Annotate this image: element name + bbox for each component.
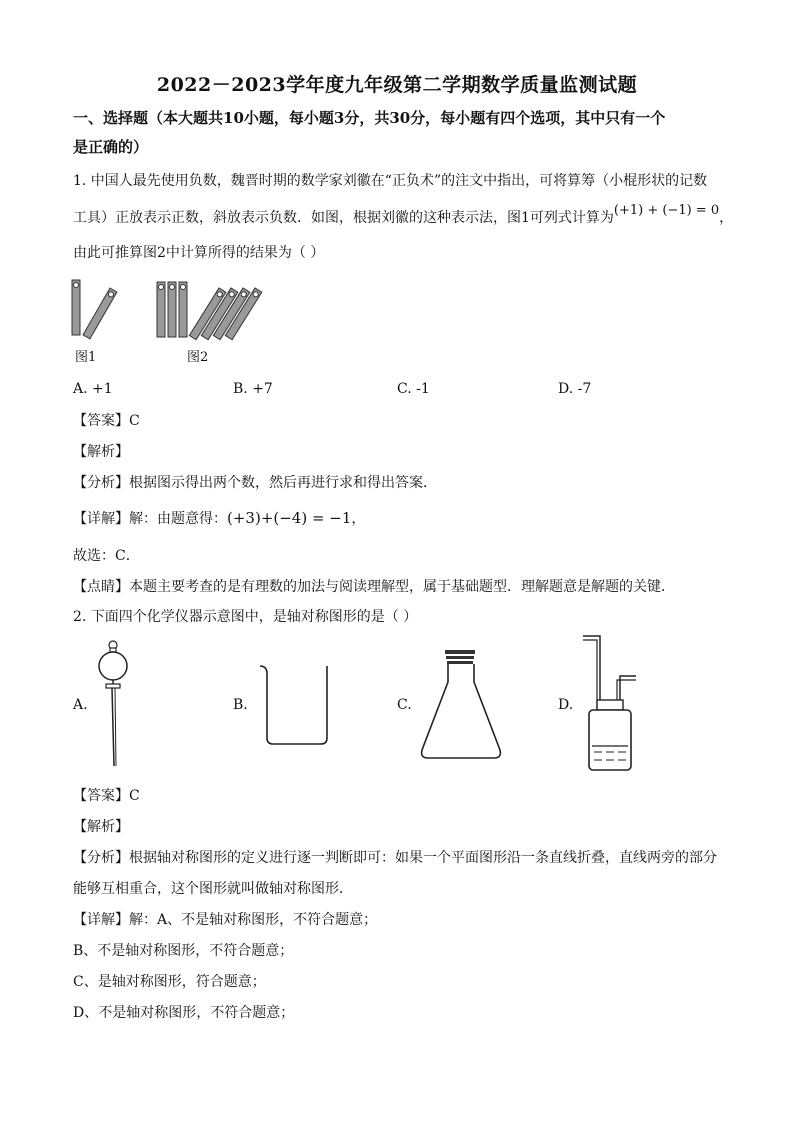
q1-analysis-label (73, 442, 733, 462)
q2-line-d: D、不是轴对称图形，不符合题意； (73, 1005, 295, 1021)
q2-line-b: B、不是轴对称图形，不符合题意； (73, 943, 294, 959)
q2-stem: 2. 下面四个化学仪器示意图中，是轴对称图形的是（ ） (73, 609, 418, 625)
fenxi-label: 【分析】 (73, 475, 129, 491)
q2-conical-flask-figure (418, 648, 504, 762)
flask-body (422, 664, 501, 758)
q1-stem-line3: 由此可推算图2中计算所得的结果为（ ） (73, 245, 325, 261)
q1-option-b: B. +7 (233, 381, 273, 397)
answer-label: 【答案】 (73, 413, 129, 429)
q1-stem-line2-text: 工具）正放表示正数，斜放表示负数．如图，根据刘徽的这种表示法，图1可列式计算为 (73, 210, 614, 226)
answer-value: C (129, 413, 140, 429)
rod (179, 282, 187, 337)
section-heading-line1: 一、选择题（本大题共10小题，每小题3分，共30分，每小题有四个选项，其中只有一个 (73, 109, 666, 127)
analysis-label: 【解析】 (73, 444, 129, 460)
q2-separatory-funnel-figure (95, 640, 135, 768)
rod-hole (74, 283, 79, 288)
xiangjie-formula: (+3)+(−4) = −1 (227, 509, 352, 527)
q2-xiangjie (73, 910, 733, 930)
dianjing-text: 本题主要考查的是有理数的加法与阅读理解型，属于基础题型．理解题意是解题的关键． (129, 579, 675, 595)
xiangjie-label: 【详解】 (73, 511, 129, 527)
q1-option-c: C. -1 (397, 381, 430, 397)
fenxi-label: 【分析】 (73, 850, 129, 866)
flask-ring (447, 661, 473, 664)
fenxi-text: 根据图示得出两个数，然后再进行求和得出答案． (129, 475, 437, 491)
bottle-cap (597, 700, 623, 710)
rod-negative (83, 288, 117, 339)
q2-fenxi-line2: 能够互相重合，这个图形就叫做轴对称图形． (73, 881, 353, 897)
q2-line-c: C、是轴对称图形，符合题意； (73, 974, 266, 990)
q2-option-d-label: D. (558, 697, 574, 713)
rod-positive (72, 280, 80, 335)
q1-xiangjie (73, 508, 733, 529)
q2-option-b-label: B. (233, 697, 248, 713)
q1-answer (73, 411, 733, 431)
rods-negative (189, 288, 261, 340)
analysis-label: 【解析】 (73, 819, 129, 835)
section-heading-line2: 是正确的） (73, 138, 149, 156)
q2-option-a-label: A. (73, 697, 88, 713)
section-heading (73, 104, 723, 162)
q2-answer (73, 786, 733, 806)
q1-option-d: D. -7 (558, 381, 592, 397)
xiangjie-label: 【详解】 (73, 912, 129, 928)
stem (112, 688, 114, 766)
fig1-caption: 图1 (75, 350, 97, 365)
q2-gas-bottle-figure (580, 636, 640, 772)
xiangjie-text: 解：A、不是轴对称图形，不符合题意； (129, 912, 378, 928)
rod (157, 282, 165, 337)
answer-value: C (129, 788, 140, 804)
fenxi-text: 根据轴对称图形的定义进行逐一判断即可：如果一个平面图形沿一条直线折叠，直线两旁的部分 (129, 850, 717, 866)
q1-figure-1 (70, 280, 130, 340)
xiangjie-post: ， (351, 511, 366, 527)
q1-conclusion: 故选：C． (73, 548, 140, 564)
q1-option-a: A. +1 (73, 381, 113, 397)
page-title: 2022－2023学年度九年级第二学期数学质量监测试题 (156, 74, 638, 96)
q1-stem-line2-post: ， (719, 210, 734, 226)
q1-figure-2 (155, 282, 275, 342)
q1-stem-line2 (73, 203, 734, 229)
rod-hole (170, 285, 175, 290)
stem-edge (115, 688, 116, 766)
q1-fenxi (73, 473, 733, 493)
rod (168, 282, 176, 337)
bulb (99, 652, 127, 680)
q2-analysis-label (73, 817, 733, 837)
flask-rim (445, 650, 475, 654)
fig2-caption: 图2 (187, 350, 209, 365)
q2-beaker-figure (258, 662, 334, 746)
q1-stem-line1: 1. 中国人最先使用负数，魏晋时期的数学家刘徽在“正负术”的注文中指出，可将算筹（小棍形状的记数 (73, 173, 708, 189)
flask-ring (446, 656, 474, 659)
rod-hole (181, 285, 186, 290)
q1-dianjing (73, 577, 733, 597)
rod-hole (159, 285, 164, 290)
q2-option-c-label: C. (397, 697, 412, 713)
q1-formula: (+1) + (−1) = 0 (613, 203, 720, 218)
beaker-outline (260, 666, 327, 744)
dianjing-label: 【点睛】 (73, 579, 129, 595)
answer-label: 【答案】 (73, 788, 129, 804)
bottle-body (589, 710, 631, 770)
stopcock (106, 684, 120, 688)
xiangjie-text: 解：由题意得： (129, 511, 227, 527)
q2-fenxi-line1 (73, 848, 733, 868)
rods-positive (157, 282, 187, 337)
